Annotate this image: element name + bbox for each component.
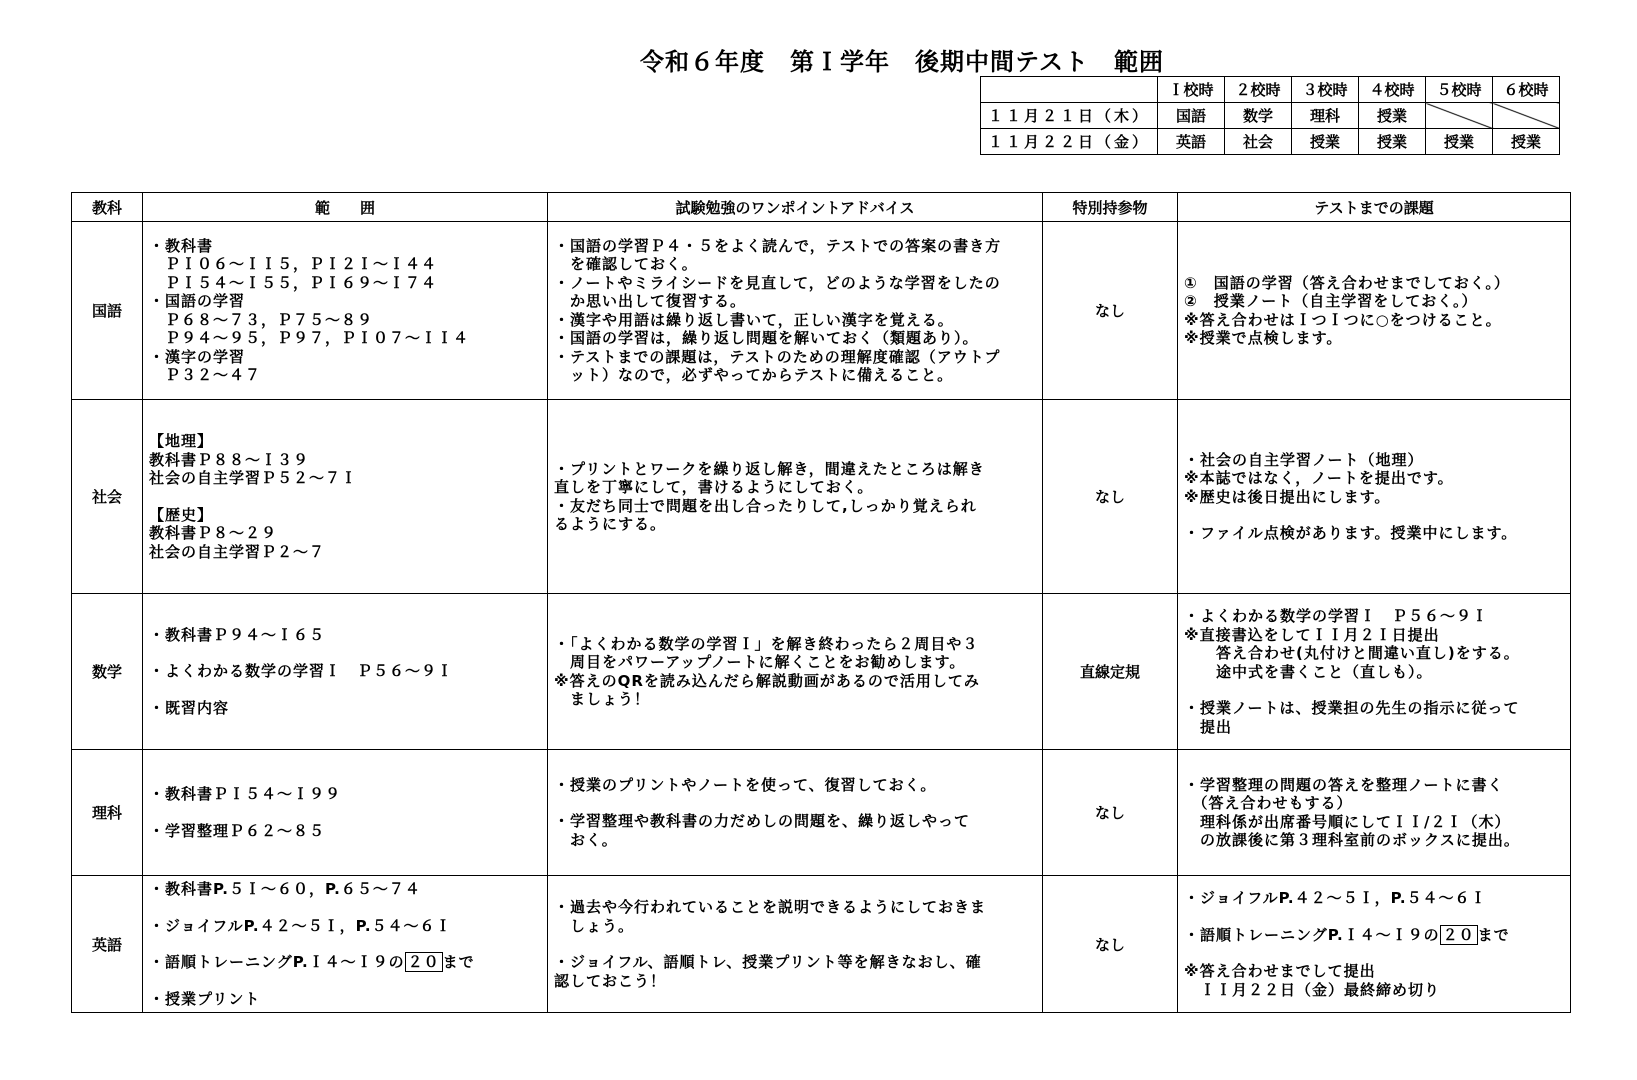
schedule-cell: 理科: [1292, 103, 1359, 129]
schedule-cell: 授業: [1359, 129, 1426, 155]
subject-cell: 国語: [72, 222, 143, 400]
items-cell: なし: [1043, 750, 1178, 876]
schedule-cell-empty: [1426, 103, 1493, 129]
task-line: ・授業ノートは、授業担の先生の指示に従って: [1184, 699, 1520, 717]
range-line: ・教科書: [149, 236, 214, 255]
task-line: ※答え合わせまでして提出: [1184, 962, 1376, 980]
advice-line: ・国語の学習Ｐ４・５をよく読んで，テストでの答案の書き方: [554, 236, 1002, 255]
task-line: ① 国語の学習（答え合わせまでしておく。）: [1184, 273, 1510, 292]
advice-line: か思い出して復習する。: [554, 292, 747, 310]
range-line: ・教科書P.５Ｉ～６０，P.６５～７４: [149, 880, 421, 898]
advice-line: ・友だち同士で問題を出し合ったりして,しっかり覚えられ: [554, 496, 977, 515]
header-range: 範 囲: [143, 193, 548, 222]
task-text: まで: [1477, 925, 1510, 944]
advice-line: ・ノートやミライシードを見直して，どのような学習をしたの: [554, 273, 1001, 292]
spacer: [1184, 908, 1564, 926]
range-line: ・既習内容: [149, 698, 230, 717]
task-line: ※答え合わせはＩつＩつに○をつけること。: [1184, 310, 1502, 329]
schedule-cell: 社会: [1225, 129, 1292, 155]
task-line: ＩＩ月２２日（金）最終締め切り: [1184, 980, 1441, 999]
period-6: ６校時: [1493, 77, 1560, 103]
task-line: ※授業で点検します。: [1184, 329, 1343, 347]
range-line: ・学習整理Ｐ６２～８５: [149, 821, 326, 840]
spacer: [1184, 506, 1564, 524]
schedule-cell: 英語: [1158, 129, 1225, 155]
exam-schedule-table: [980, 76, 1560, 155]
schedule-date: １１月２２日（金）: [981, 129, 1158, 155]
range-line: Ｐ９４～９５，Ｐ９７，ＰＩ０７～ＩＩ４: [149, 329, 470, 347]
task-line: ・社会の自主学習ノート（地理）: [1184, 450, 1424, 469]
schedule-cell: 数学: [1225, 103, 1292, 129]
tasks-cell: [1178, 750, 1571, 876]
spacer: [149, 935, 543, 953]
range-cell: [143, 594, 548, 750]
range-line: ・よくわかる数学の学習Ｉ Ｐ５６～９Ｉ: [149, 662, 454, 681]
range-line: 【歴史】: [149, 505, 214, 524]
range-line: 教科書Ｐ８～２９: [149, 524, 278, 542]
range-cell: [143, 222, 548, 400]
range-line: ・国語の学習: [149, 292, 246, 310]
task-line: （答え合わせもする）: [1184, 794, 1353, 812]
period-3: ３校時: [1292, 77, 1359, 103]
subject-cell: 社会: [72, 400, 143, 594]
subject-cell: 理科: [72, 750, 143, 876]
spacer: [1184, 944, 1564, 962]
range-line: ・教科書Ｐ９４～Ｉ６５: [149, 625, 326, 644]
spacer: [554, 935, 1036, 953]
range-cell: [143, 750, 548, 876]
table-row-math: [72, 594, 1571, 750]
schedule-cell: 授業: [1359, 103, 1426, 129]
period-5: ５校時: [1426, 77, 1493, 103]
spacer: [1184, 681, 1564, 699]
items-cell: なし: [1043, 222, 1178, 400]
advice-line: ・学習整理や教科書の力だめしの問題を、繰り返しやって: [554, 812, 971, 831]
task-line: 途中式を書くこと（直しも）。: [1184, 662, 1433, 681]
range-text: まで: [442, 953, 475, 971]
task-line: [1184, 926, 1564, 945]
test-range-table: [71, 192, 1571, 1013]
range-line: ＰＩ０６～ＩＩ５，ＰＩ２Ｉ～Ｉ４４: [149, 255, 438, 273]
task-line: ・ファイル点検があります。授業中にします。: [1184, 524, 1518, 542]
page-title: 令和６年度 第Ｉ学年 後期中間テスト 範囲: [640, 48, 1165, 76]
task-line: ・ジョイフルP.４２～５Ｉ，P.５４～６Ｉ: [1184, 889, 1487, 907]
range-line: 教科書Ｐ８８～Ｉ３９: [149, 450, 310, 469]
advice-line: ・漢字や用語は繰り返し書いて，正しい漢字を覚える。: [554, 310, 954, 329]
table-row-japanese: [72, 222, 1571, 400]
advice-line: ・ジョイフル、語順トレ、授業プリント等を解きなおし、確: [554, 953, 982, 971]
advice-cell: [548, 876, 1043, 1013]
task-line: 提出: [1184, 717, 1233, 736]
advice-cell: [548, 594, 1043, 750]
advice-cell: [548, 222, 1043, 400]
advice-line: ・国語の学習は，繰り返し問題を解いておく（類題あり）。: [554, 329, 979, 347]
tasks-cell: [1178, 222, 1571, 400]
boxed-number: ２０: [1440, 925, 1478, 945]
range-line: ・授業プリント: [149, 989, 261, 1008]
items-cell: 直線定規: [1043, 594, 1178, 750]
range-line: [149, 953, 543, 972]
header-subject: 教科: [72, 193, 143, 222]
advice-line: ・プリントとワークを繰り返し解き，間違えたところは解き: [554, 459, 985, 478]
advice-line: ・過去や今行われていることを説明できるようにしておきま: [554, 898, 987, 916]
period-2: ２校時: [1225, 77, 1292, 103]
header-advice: 試験勉強のワンポイントアドバイス: [548, 193, 1043, 222]
advice-line: を確認しておく。: [554, 255, 698, 273]
range-cell: [143, 400, 548, 594]
advice-line: 周目をパワーアップノートに解くことをお勧めします。: [554, 653, 966, 671]
spacer: [149, 681, 543, 699]
table-row-social-studies: [72, 400, 1571, 594]
schedule-header-row: [981, 77, 1560, 103]
advice-line: ※答えのQRを読み込んだら解説動画があるので活用してみ: [554, 671, 980, 690]
range-line: Ｐ３２～４７: [149, 366, 262, 384]
advice-line: ット）なので，必ずやってからテストに備えること。: [554, 366, 954, 384]
task-line: ※本誌ではなく，ノートを提出です。: [1184, 469, 1454, 487]
advice-line: おく。: [554, 830, 618, 849]
spacer: [149, 899, 543, 917]
task-line: 答え合わせ(丸付けと間違い直し)をする。: [1184, 644, 1520, 662]
spacer: [149, 972, 543, 990]
range-line: 社会の自主学習Ｐ２～７: [149, 542, 326, 561]
tasks-cell: [1178, 400, 1571, 594]
schedule-cell-empty: [1493, 103, 1560, 129]
advice-line: ・「よくわかる数学の学習Ｉ」を解き終わったら２周目や３: [554, 634, 979, 653]
period-1: Ｉ校時: [1158, 77, 1225, 103]
header-tasks: テストまでの課題: [1178, 193, 1571, 222]
task-line: ※歴史は後日提出にします。: [1184, 487, 1391, 506]
task-line: ・学習整理の問題の答えを整理ノートに書く: [1184, 775, 1504, 794]
spacer: [149, 488, 543, 506]
tasks-cell: [1178, 594, 1571, 750]
advice-line: ましょう！: [554, 690, 651, 708]
table-row-science: [72, 750, 1571, 876]
items-cell: なし: [1043, 876, 1178, 1013]
advice-line: 直しを丁寧にして，書けるようにしておく。: [554, 478, 874, 496]
range-line: ・ジョイフルP.４２～５Ｉ，P.５４～６Ｉ: [149, 916, 452, 935]
task-line: 理科係が出席番号順にしてＩＩ/２Ｉ（木）: [1184, 812, 1511, 831]
range-cell: [143, 876, 548, 1013]
range-line: ・教科書ＰＩ５４～Ｉ９９: [149, 785, 342, 803]
task-line: の放課後に第３理科室前のボックスに提出。: [1184, 831, 1520, 849]
spacer: [149, 644, 543, 662]
schedule-row-day2: [981, 129, 1560, 155]
header-items: 特別持参物: [1043, 193, 1178, 222]
period-4: ４校時: [1359, 77, 1426, 103]
task-line: ※直接書込をしてＩＩ月２Ｉ日提出: [1184, 625, 1440, 644]
advice-cell: [548, 750, 1043, 876]
range-line: 社会の自主学習Ｐ５２～７Ｉ: [149, 469, 358, 487]
advice-line: ・テストまでの課題は，テストのための理解度確認（アウトプ: [554, 347, 1001, 366]
task-text: ・語順トレーニングP.Ｉ４～Ｉ９の: [1184, 925, 1440, 944]
task-line: ② 授業ノート（自主学習をしておく。）: [1184, 292, 1478, 310]
advice-line: 認しておこう！: [554, 971, 667, 990]
subject-cell: 数学: [72, 594, 143, 750]
schedule-cell: 授業: [1292, 129, 1359, 155]
range-line: ＰＩ５４～Ｉ５５，ＰＩ６９～Ｉ７４: [149, 273, 438, 292]
range-line: ・漢字の学習: [149, 347, 246, 366]
spacer: [149, 804, 543, 822]
table-header-row: [72, 193, 1571, 222]
advice-cell: [548, 400, 1043, 594]
range-line: 【地理】: [149, 432, 214, 450]
schedule-cell: 授業: [1426, 129, 1493, 155]
range-text: ・語順トレーニングP.Ｉ４～Ｉ９の: [149, 953, 405, 971]
schedule-cell: 国語: [1158, 103, 1225, 129]
advice-line: ・授業のプリントやノートを使って、復習しておく。: [554, 775, 937, 794]
items-cell: なし: [1043, 400, 1178, 594]
advice-line: しょう。: [554, 916, 635, 935]
tasks-cell: [1178, 876, 1571, 1013]
range-line: Ｐ６８～７３，Ｐ７５～８９: [149, 310, 374, 329]
task-line: ・よくわかる数学の学習Ｉ Ｐ５６～９Ｉ: [1184, 607, 1489, 625]
schedule-cell: 授業: [1493, 129, 1560, 155]
subject-cell: 英語: [72, 876, 143, 1013]
boxed-number: ２０: [405, 952, 443, 972]
advice-line: るようにする。: [554, 515, 667, 533]
schedule-date: １１月２１日（木）: [981, 103, 1158, 129]
schedule-row-day1: [981, 103, 1560, 129]
spacer: [554, 794, 1036, 812]
schedule-corner-cell: [981, 77, 1158, 103]
table-row-english: [72, 876, 1571, 1013]
